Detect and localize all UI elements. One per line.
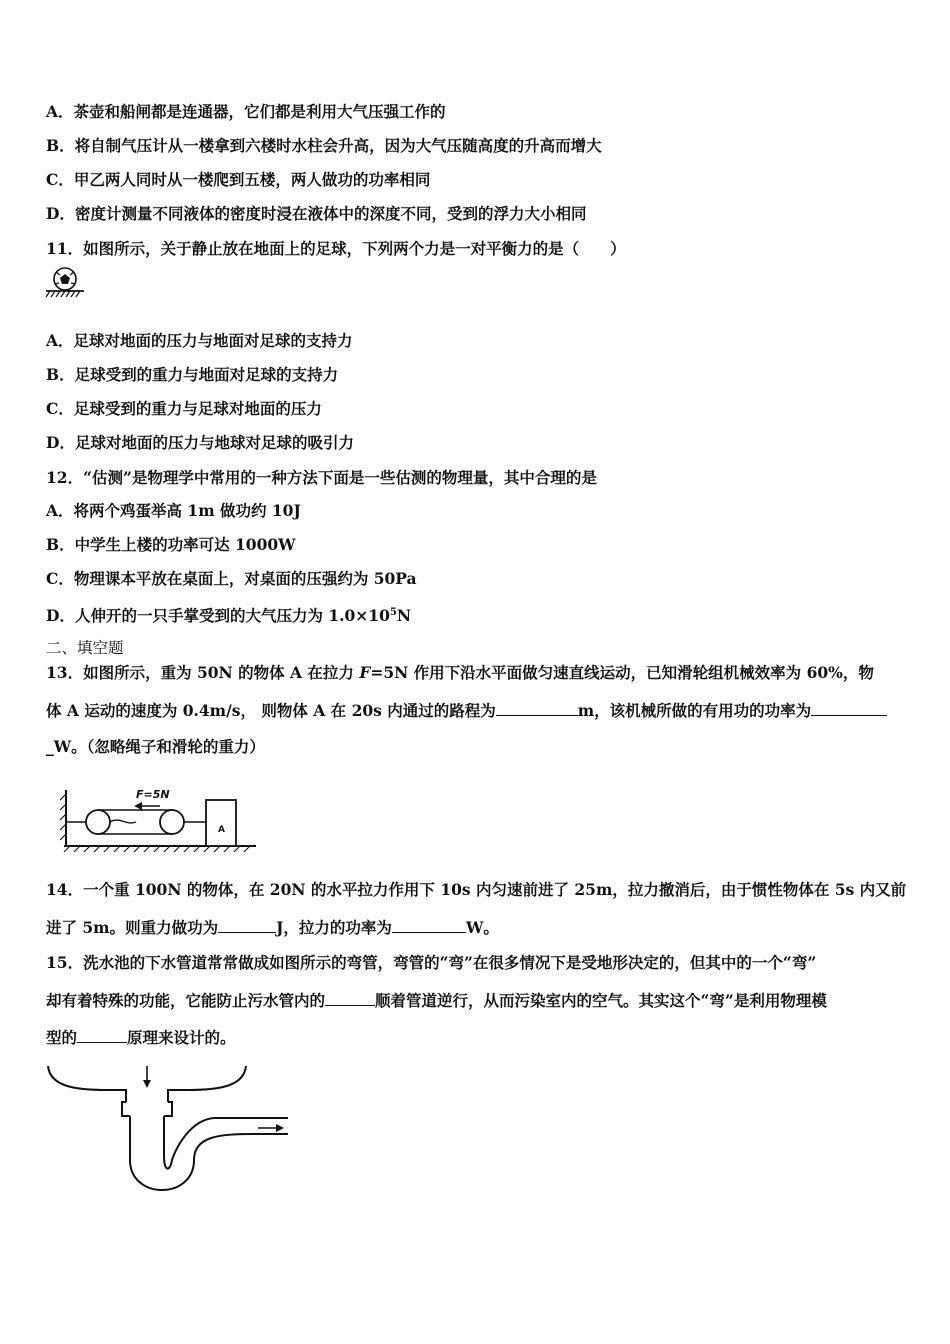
q10-option-c: C．甲乙两人同时从一楼爬到五楼，两人做功的功率相同	[46, 170, 431, 189]
q11-option-d: D．足球对地面的压力与地球对足球的吸引力	[46, 433, 354, 452]
q11-stem: 11．如图所示，关于静止放在地面上的足球，下列两个力是一对平衡力的是（ ）	[46, 239, 626, 258]
q12-option-c: C．物理课本平放在桌面上，对桌面的压强约为 50Pa	[46, 569, 417, 588]
q13-blank-power[interactable]	[811, 700, 887, 716]
q15-line2: 却有着特殊的功能，它能防止污水管内的 顺着管道逆行，从而污染室内的空气。其实这个“弯”是利用物理模	[46, 991, 827, 1010]
section-title: 二、填空题	[46, 639, 124, 657]
q14-blank-pull-power[interactable]	[392, 917, 466, 933]
q13-line3: _W。（忽略绳子和滑轮的重力）	[46, 737, 265, 756]
q14-line1: 14．一个重 100N 的物体，在 20N 的水平拉力作用下 10s 内匀速前进了 25m，拉力撤消后，由于惯性物体在 5s 内又前	[46, 880, 907, 899]
q15-blank-principle[interactable]	[77, 1027, 127, 1043]
soccer-ball-figure	[44, 266, 86, 300]
q13-blank-distance[interactable]	[496, 700, 578, 716]
q15-blank-gas[interactable]	[325, 990, 375, 1006]
fixed-pulley-icon	[86, 810, 110, 834]
q12-option-a: A．将两个鸡蛋举高 1m 做功约 10J	[46, 501, 301, 520]
force-label: F=5N	[136, 788, 170, 801]
block-a	[206, 800, 236, 846]
q12-option-d: D．人伸开的一只手掌受到的大气压力为 $1.0\times 10^5N$	[46, 606, 412, 626]
q11-option-c: C．足球受到的重力与足球对地面的压力	[46, 399, 322, 418]
q14-line2: 进了 5m。则重力做功为 J，拉力的功率为 W。	[46, 918, 499, 937]
u-trap-outer	[130, 1116, 288, 1190]
q12-stem: 12．“估测”是物理学中常用的一种方法下面是一些估测的物理量，其中合理的是	[46, 468, 597, 487]
sink-drain-pipe-figure	[44, 1060, 294, 1200]
q10-option-a: A．茶壶和船闸都是连通器，它们都是利用大气压强工作的	[46, 102, 446, 121]
sink-basin-left	[48, 1066, 126, 1102]
q10-option-d: D．密度计测量不同液体的密度时浸在液体中的深度不同，受到的浮力大小相同	[46, 204, 587, 223]
q11-option-a: A．足球对地面的压力与地面对足球的支持力	[46, 331, 353, 350]
u-trap-inner	[164, 1116, 288, 1169]
q10-option-b: B．将自制气压计从一楼拿到六楼时水柱会升高，因为大气压随高度的升高而增大	[46, 136, 602, 155]
movable-pulley-icon	[160, 810, 184, 834]
sink-basin-right	[168, 1066, 246, 1102]
q15-line3: 型的 原理来设计的。	[46, 1028, 236, 1047]
q11-option-b: B．足球受到的重力与地面对足球的支持力	[46, 365, 339, 384]
block-a-label: A	[218, 825, 225, 835]
pulley-system-figure	[56, 784, 268, 856]
q12-option-b: B．中学生上楼的功率可达 1000W	[46, 535, 296, 554]
q13-line2: 体 A 运动的速度为 0.4m/s， 则物体 A 在 20s 内通过的路程为 m，该机械所做的有用功的功率为	[46, 700, 887, 721]
q15-line1: 15．洗水池的下水管道常常做成如图所示的弯管，弯管的“弯”在很多情况下是受地形决定的，但其中的一个“弯”	[46, 953, 817, 972]
q13-line1: 13．如图所示，重为 50N 的物体 A 在拉力 F=5N 作用下沿水平面做匀速直线运动，已知滑轮组机械效率为 60%，物	[46, 663, 874, 682]
q14-blank-gravity-work[interactable]	[218, 917, 276, 933]
